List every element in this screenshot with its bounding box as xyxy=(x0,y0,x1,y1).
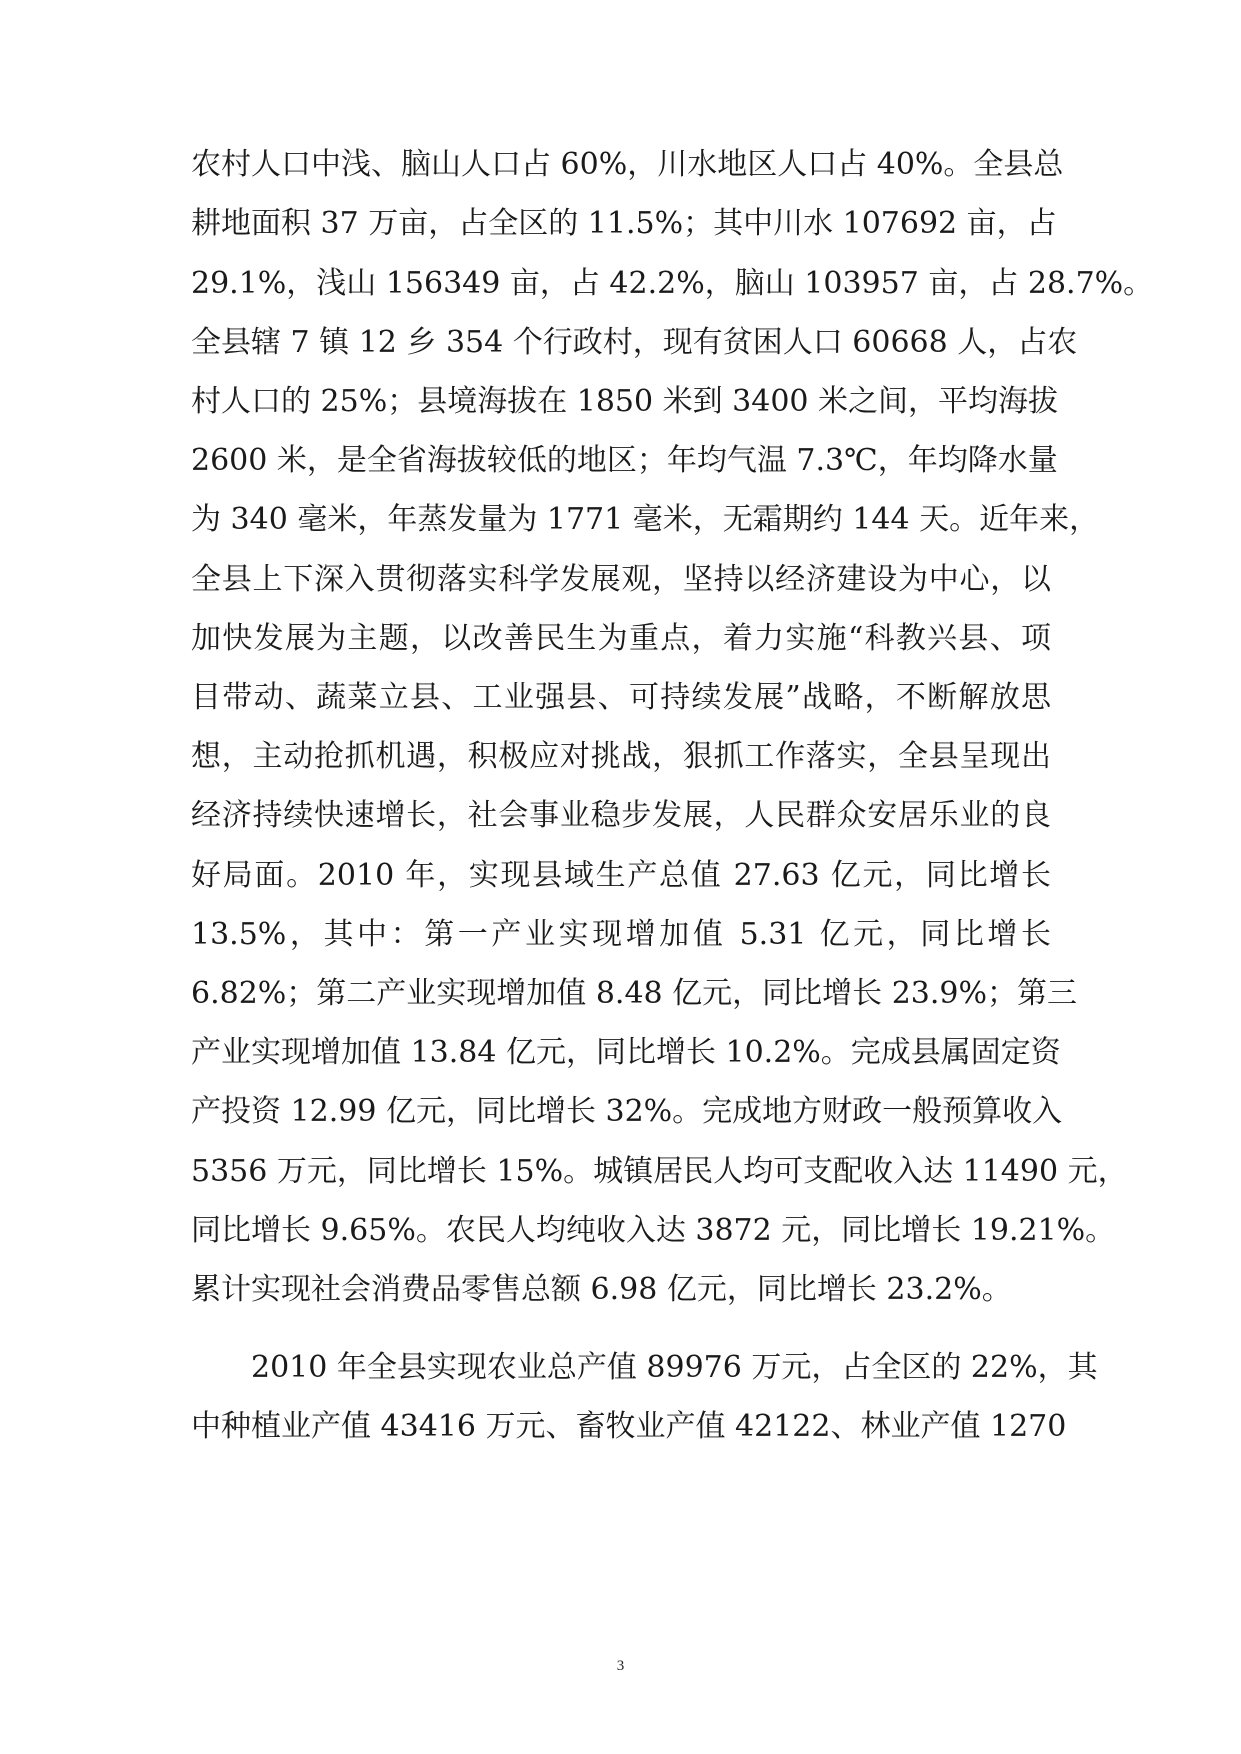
text-line: 好局面。2010 年，实现县域生产总值 27.63 亿元，同比增长 xyxy=(191,858,1051,893)
text-line: 为 340 毫米，年蒸发量为 1771 毫米，无霜期约 144 天。近年来， xyxy=(191,502,1100,537)
text-line: 全县辖 7 镇 12 乡 354 个行政村，现有贫困人口 60668 人，占农 xyxy=(191,325,1078,360)
text-line: 产业实现增加值 13.84 亿元，同比增长 10.2%。完成县属固定资 xyxy=(191,1035,1061,1070)
text-line: 农村人口中浅、脑山人口占 60%，川水地区人口占 40%。全县总 xyxy=(191,147,1064,182)
text-line: 中种植业产值 43416 万元、畜牧业产值 42122、林业产值 1270 xyxy=(191,1409,1067,1444)
page-number: 3 xyxy=(616,1658,625,1674)
text-line: 6.82%；第二产业实现增加值 8.48 亿元，同比增长 23.9%；第三 xyxy=(191,976,1078,1011)
text-line: 5356 万元，同比增长 15%。城镇居民人均可支配收入达 11490 元， xyxy=(191,1154,1128,1189)
text-line: 加快发展为主题，以改善民生为重点，着力实施“科教兴县、项 xyxy=(191,621,1051,656)
paragraph-first-line: 2010 年全县实现农业总产值 89976 万元，占全区的 22%，其 xyxy=(251,1350,1098,1385)
text-line: 同比增长 9.65%。农民人均纯收入达 3872 元，同比增长 19.21%。 xyxy=(191,1213,1116,1248)
text-line: 累计实现社会消费品零售总额 6.98 亿元，同比增长 23.2%。 xyxy=(191,1272,1012,1307)
text-line: 29.1%，浅山 156349 亩，占 42.2%，脑山 103957 亩，占 28.7%。 xyxy=(191,266,1154,301)
text-line: 目带动、蔬菜立县、工业强县、可持续发展”战略，不断解放思 xyxy=(191,680,1051,715)
text-line: 想，主动抢抓机遇，积极应对挑战，狠抓工作落实，全县呈现出 xyxy=(191,739,1051,774)
text-line: 村人口的 25%；县境海拔在 1850 米到 3400 米之间，平均海拔 xyxy=(191,384,1059,419)
text-line: 经济持续快速增长，社会事业稳步发展，人民群众安居乐业的良 xyxy=(191,798,1051,833)
text-line: 2600 米，是全省海拔较低的地区；年均气温 7.3℃，年均降水量 xyxy=(191,443,1058,478)
text-line: 产投资 12.99 亿元，同比增长 32%。完成地方财政一般预算收入 xyxy=(191,1094,1063,1129)
text-line: 全县上下深入贯彻落实科学发展观，坚持以经济建设为中心，以 xyxy=(191,562,1051,597)
text-line: 13.5%，其中：第一产业实现增加值 5.31 亿元，同比增长 xyxy=(191,917,1051,952)
text-line: 耕地面积 37 万亩，占全区的 11.5%；其中川水 107692 亩，占 xyxy=(191,206,1057,241)
